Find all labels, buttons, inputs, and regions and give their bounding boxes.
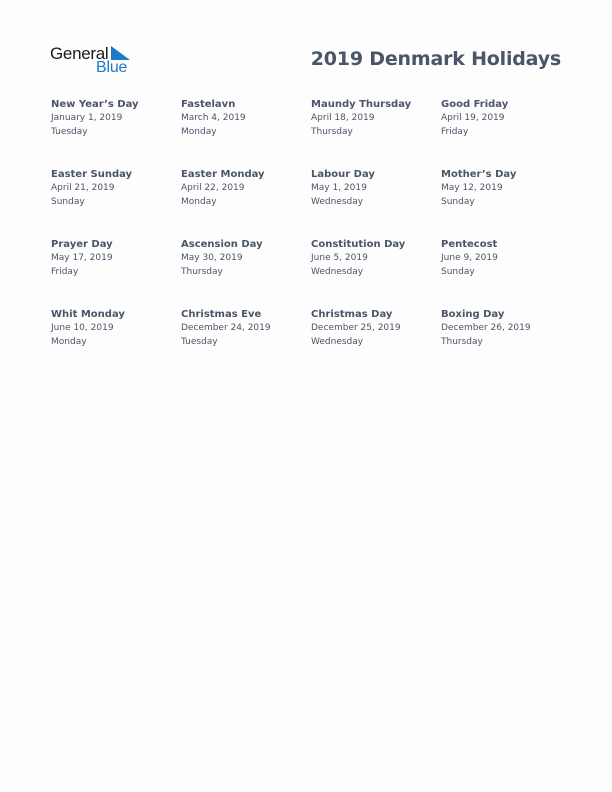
holiday-weekday: Wednesday [311, 336, 364, 347]
holiday-date: April 18, 2019 [311, 113, 375, 123]
logo-text-general: General [50, 44, 109, 63]
holiday-item [51, 308, 181, 378]
holiday-date: June 9, 2019 [441, 253, 498, 263]
holiday-item [311, 238, 441, 308]
holiday-item [311, 168, 441, 238]
holiday-item [441, 98, 571, 168]
holiday-name: New Year’s Day [51, 99, 139, 110]
holiday-item [51, 98, 181, 168]
holiday-date: December 25, 2019 [311, 323, 401, 333]
holiday-weekday: Friday [441, 126, 469, 137]
holiday-name: Prayer Day [51, 239, 113, 250]
holiday-name: Easter Sunday [51, 169, 133, 180]
holiday-date: June 5, 2019 [311, 253, 368, 263]
holiday-weekday: Sunday [441, 196, 475, 207]
holiday-item [51, 168, 181, 238]
holiday-item [51, 238, 181, 308]
holiday-name: Pentecost [441, 239, 498, 250]
holiday-name: Easter Monday [181, 169, 265, 180]
holiday-name: Good Friday [441, 99, 509, 110]
holiday-name: Christmas Day [311, 309, 393, 320]
holiday-weekday: Wednesday [311, 266, 364, 277]
holiday-date: May 17, 2019 [51, 253, 113, 263]
holiday-grid [51, 98, 581, 378]
holiday-item [311, 308, 441, 378]
holiday-date: December 26, 2019 [441, 323, 531, 333]
holiday-item [181, 98, 311, 168]
holiday-name: Labour Day [311, 169, 375, 180]
holiday-name: Boxing Day [441, 309, 505, 320]
holiday-date: December 24, 2019 [181, 323, 271, 333]
holiday-item [181, 238, 311, 308]
holiday-name: Ascension Day [181, 239, 263, 250]
holiday-date: April 21, 2019 [51, 183, 115, 193]
holiday-name: Maundy Thursday [311, 99, 412, 110]
holiday-weekday: Thursday [441, 336, 483, 347]
holiday-date: May 1, 2019 [311, 183, 367, 193]
holiday-date: January 1, 2019 [51, 113, 123, 123]
holiday-date: April 19, 2019 [441, 113, 505, 123]
holiday-name: Whit Monday [51, 309, 125, 320]
logo-text-blue: Blue [96, 59, 128, 76]
holiday-item [311, 98, 441, 168]
holiday-name: Mother’s Day [441, 169, 517, 180]
generalblue-logo [50, 44, 140, 78]
holiday-item [441, 308, 571, 378]
holiday-weekday: Thursday [181, 266, 223, 277]
holiday-date: May 30, 2019 [181, 253, 243, 263]
holiday-weekday: Monday [181, 196, 217, 207]
holiday-weekday: Tuesday [181, 336, 218, 347]
holiday-item [441, 168, 571, 238]
holiday-name: Christmas Eve [181, 309, 262, 320]
holiday-weekday: Monday [51, 336, 87, 347]
holiday-weekday: Tuesday [51, 126, 88, 137]
holiday-weekday: Thursday [311, 126, 353, 137]
holiday-date: April 22, 2019 [181, 183, 245, 193]
holiday-weekday: Sunday [51, 196, 85, 207]
flag-icon [111, 46, 130, 60]
holiday-weekday: Monday [181, 126, 217, 137]
page-title: 2019 Denmark Holidays [310, 48, 561, 70]
holiday-name: Constitution Day [311, 239, 406, 250]
holiday-date: May 12, 2019 [441, 183, 503, 193]
holiday-item [181, 308, 311, 378]
holiday-date: June 10, 2019 [51, 323, 114, 333]
holiday-weekday: Wednesday [311, 196, 364, 207]
holiday-name: Fastelavn [181, 99, 236, 110]
holiday-weekday: Friday [51, 266, 79, 277]
holiday-date: March 4, 2019 [181, 113, 246, 123]
holiday-weekday: Sunday [441, 266, 475, 277]
holiday-item [181, 168, 311, 238]
holiday-item [441, 238, 571, 308]
